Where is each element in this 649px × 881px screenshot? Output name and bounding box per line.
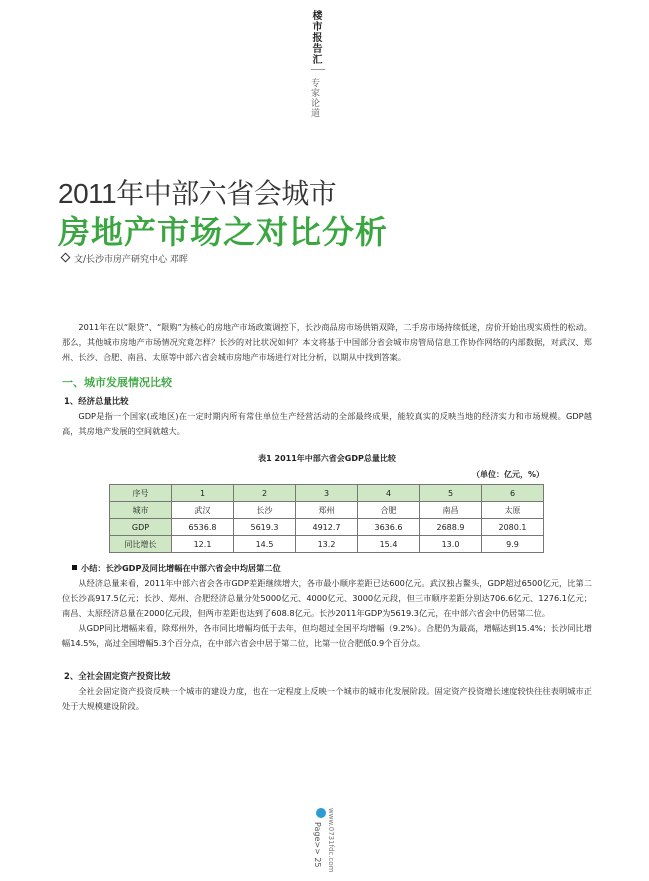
summary-heading	[72, 561, 592, 576]
byline-text: 文/长沙市房产研究中心 邓晖	[74, 255, 188, 265]
column-tab	[308, 10, 328, 118]
table-cell: 12.1	[172, 536, 234, 553]
table-cell: 序号	[110, 485, 172, 502]
page-circle-icon	[316, 808, 326, 818]
column-name-label: 专家论道	[309, 78, 319, 118]
table-row	[110, 519, 544, 536]
table-cell: 同比增长	[110, 536, 172, 553]
gdp-table	[109, 484, 544, 553]
table-cell: 南昌	[420, 502, 482, 519]
table-cell: 郑州	[296, 502, 358, 519]
table-cell: GDP	[110, 519, 172, 536]
table-row	[110, 485, 544, 502]
table-cell: 2	[234, 485, 296, 502]
table-cell: 15.4	[358, 536, 420, 553]
table-cell: 太原	[482, 502, 544, 519]
table-cell: 武汉	[172, 502, 234, 519]
subsection-heading-gdp: 1、经济总量比较	[64, 396, 129, 406]
article-body	[62, 320, 592, 714]
table-cell: 合肥	[358, 502, 420, 519]
byline	[62, 252, 188, 265]
table-cell: 3	[296, 485, 358, 502]
table-row	[110, 502, 544, 519]
table-cell: 4	[358, 485, 420, 502]
page-number-block	[311, 808, 341, 878]
gdp-paragraph: GDP是指一个国家(或地区)在一定时期内所有常住单位生产经营活动的全部最终成果，能较真实的反映当地的经济实力和市场规模。GDP越高，其房地产发展的空间就越大。	[62, 411, 592, 436]
table-cell: 13.0	[420, 536, 482, 553]
investment-paragraph: 全社会固定资产投资反映一个城市的建设力度，也在一定程度上反映一个城市的城市化发展阶段。固定资产投资增长速度较快往往表明城市正处于大规模建设阶段。	[62, 686, 592, 711]
article-title-line1: 2011年中部六省会城市	[58, 178, 337, 209]
diamond-icon	[61, 253, 71, 263]
page-number: Page>> 25	[313, 822, 322, 868]
table-row	[110, 536, 544, 553]
subsection-heading-investment: 2、全社会固定资产投资比较	[64, 671, 171, 681]
table-cell: 3636.6	[358, 519, 420, 536]
table-cell: 5619.3	[234, 519, 296, 536]
table-cell: 5	[420, 485, 482, 502]
site-url: www.0731fdc.com	[327, 808, 335, 873]
table-cell: 9.9	[482, 536, 544, 553]
column-tab-divider	[311, 69, 325, 70]
summary-paragraph-1: 从经济总量来看，2011年中部六省会各市GDP差距继续增大，各市最小顺序差距已达600亿元。武汉独占鳌头，GDP超过6500亿元，比第二位长沙高917.5亿元；长沙、郑州、合肥经济总量分处5000亿元、4000亿元、3000亿元段，但三市顺序差距分别达706.6亿元、1276.1亿元；南昌、太原经济总量在2000亿元段，但两市差距也达到了608.8亿元。长沙2011年GDP为5619.3亿元，在中部六省会中仍居第二位。	[62, 578, 592, 618]
table-cell: 2080.1	[482, 519, 544, 536]
summary-paragraph-2: 从GDP同比增幅来看，除郑州外，各市同比增幅均低于去年，但均超过全国平均增幅（9.2%）。合肥仍为最高，增幅达到15.4%；长沙同比增幅14.5%，高过全国增幅5.3个百分点，在中部六省会中居于第二位，比第一位合肥低0.9个百分点。	[62, 623, 592, 648]
intro-paragraph: 2011年在以“限贷”、“限购”为核心的房地产市场政策调控下，长沙商品房市场供销双降，二手房市场持续低迷，房价开始出现实质性的松动。那么，其他城市房地产市场情况究竟怎样？长沙的对比状况如何？本文将基于中国部分省会城市房管局信息工作协作网络的内部数据，对武汉、郑州、长沙、合肥、南昌、太原等中部六省会城市房地产市场进行对比分析，以期从中找到答案。	[62, 322, 592, 362]
table-cell: 4912.7	[296, 519, 358, 536]
table-cell: 6	[482, 485, 544, 502]
table-cell: 14.5	[234, 536, 296, 553]
summary-text: 小结：长沙GDP及同比增幅在中部六省会中均居第二位	[81, 563, 281, 573]
section-heading: 一、城市发展情况比较	[62, 376, 172, 389]
table-cell: 长沙	[234, 502, 296, 519]
article-title-line2: 房地产市场之对比分析	[58, 214, 389, 250]
table-title: 表1 2011年中部六省会GDP总量比较	[258, 454, 396, 463]
table-cell: 城市	[110, 502, 172, 519]
square-bullet-icon	[72, 565, 77, 570]
table-cell: 2688.9	[420, 519, 482, 536]
table-cell: 1	[172, 485, 234, 502]
column-section-label: 楼市报告汇	[310, 10, 321, 65]
table-unit: （单位：亿元，%）	[471, 470, 544, 479]
table-cell: 6536.8	[172, 519, 234, 536]
table-cell: 13.2	[296, 536, 358, 553]
